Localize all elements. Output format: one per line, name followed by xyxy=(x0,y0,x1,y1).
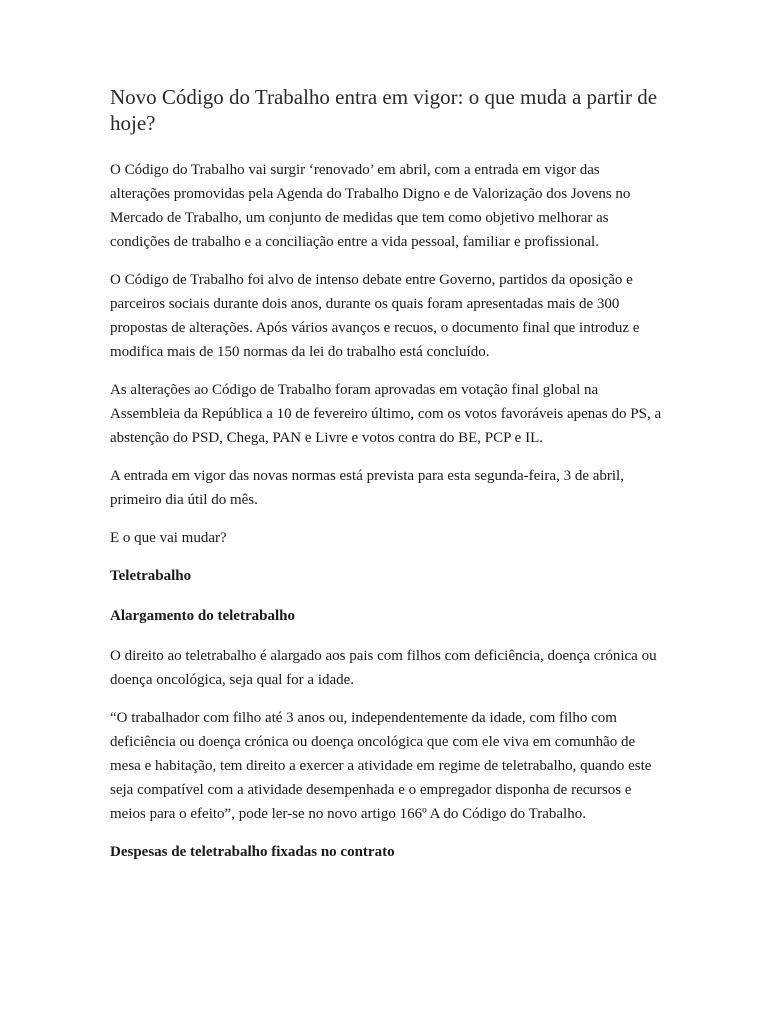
paragraph-approval: As alterações ao Código de Trabalho foram aprovadas em votação final global na Assembleia da República a 10 de fevereiro último, com os votos favoráveis apenas do PS, a abstenção do PSD, Chega, PAN e Livre e votos contra do BE, PCP e IL. xyxy=(110,382,662,446)
paragraph-legal-quote: “O trabalhador com filho até 3 anos ou, independentemente da idade, com filho com deficiência ou doença crónica ou doença oncológica que com ele viva em comunhão de mesa e habitação, tem direito a exercer a atividade em regime de teletrabalho, quando este seja compatível com a atividade desempenhada e o empregador disponha de recursos e meios para o efeito”, pode ler-se no novo artigo 166º A do Código do Trabalho. xyxy=(110,710,652,822)
paragraph-debate: O Código de Trabalho foi alvo de intenso debate entre Governo, partidos da oposição e parceiros sociais durante dois anos, durante os quais foram apresentadas mais de 300 propostas de alterações. Após vários avanços e recuos, o documento final que introduz e modifica mais de 150 normas da lei do trabalho está concluído. xyxy=(110,272,640,360)
document-page xyxy=(110,84,662,880)
section-heading-teletrabalho: Teletrabalho xyxy=(110,568,192,584)
paragraph-entry-into-force: A entrada em vigor das novas normas está prevista para esta segunda-feira, 3 de abril, primeiro dia útil do mês. xyxy=(110,468,624,508)
article-title: Novo Código do Trabalho entra em vigor: o que muda a partir de hoje? xyxy=(110,85,658,135)
paragraph-question: E o que vai mudar? xyxy=(110,530,227,546)
subsection-heading-despesas: Despesas de teletrabalho fixadas no contrato xyxy=(110,844,395,860)
subsection-heading-alargamento: Alargamento do teletrabalho xyxy=(110,608,295,624)
paragraph-intro: O Código do Trabalho vai surgir ‘renovado’ em abril, com a entrada em vigor das alterações promovidas pela Agenda do Trabalho Digno e de Valorização dos Jovens no Mercado de Trabalho, um conjunto de medidas que tem como objetivo melhorar as condições de trabalho e a conciliação entre a vida pessoal, familiar e profissional. xyxy=(110,162,631,250)
paragraph-teletrabalho-right: O direito ao teletrabalho é alargado aos pais com filhos com deficiência, doença crónica ou doença oncológica, seja qual for a idade. xyxy=(110,648,657,688)
